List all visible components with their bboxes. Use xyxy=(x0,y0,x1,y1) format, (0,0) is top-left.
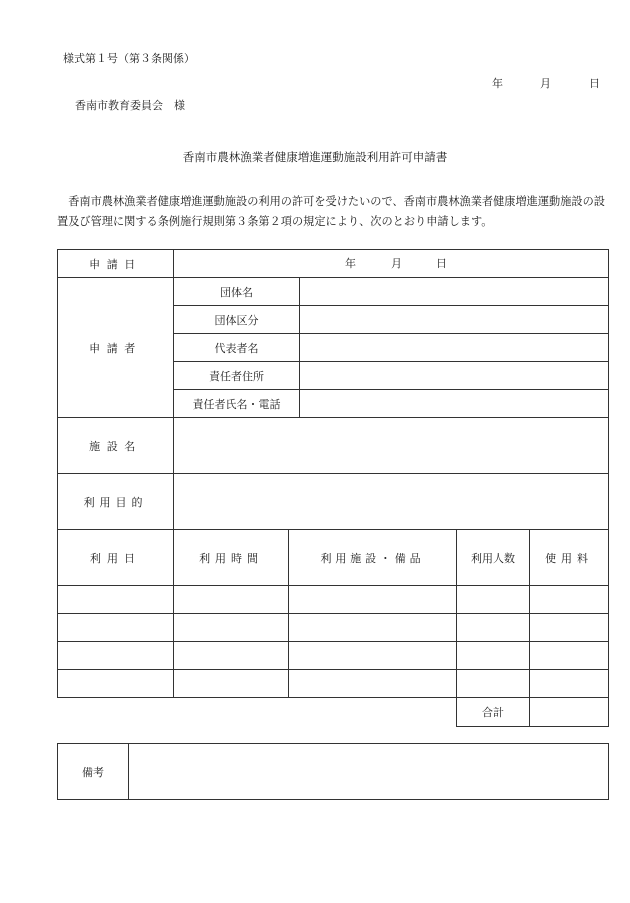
facility-name-field[interactable] xyxy=(174,418,608,473)
header-date-day: 日 xyxy=(589,77,600,90)
application-date-label: 申請日 xyxy=(89,257,142,271)
total-label: 合計 xyxy=(482,706,504,719)
usage-row[interactable] xyxy=(58,670,608,697)
usage-row[interactable] xyxy=(58,642,608,669)
addressee: 香南市教育委員会 様 xyxy=(75,99,185,112)
usage-header-date: 利用日 xyxy=(89,551,142,565)
applicant-label: 申請者 xyxy=(89,341,142,355)
application-date-day: 日 xyxy=(436,257,447,270)
header-date-year: 年 xyxy=(492,77,503,90)
total-fee-field[interactable] xyxy=(530,698,608,726)
facility-name-label: 施設名 xyxy=(89,439,142,453)
applicant-field-label: 団体区分 xyxy=(214,313,259,327)
usage-header-time: 利用時間 xyxy=(199,551,263,565)
application-date-month: 月 xyxy=(391,257,402,270)
usage-row[interactable] xyxy=(58,586,608,613)
applicant-field-label: 代表者名 xyxy=(214,341,259,355)
remarks-field[interactable] xyxy=(129,744,608,799)
usage-row[interactable] xyxy=(58,614,608,641)
purpose-field[interactable] xyxy=(174,474,608,529)
application-date-year: 年 xyxy=(345,257,356,270)
representative-name-field[interactable] xyxy=(300,334,608,361)
applicant-field-label: 責任者住所 xyxy=(209,369,264,383)
form-number: 様式第１号（第３条関係） xyxy=(63,52,195,65)
usage-header-headcount: 利用人数 xyxy=(471,551,515,565)
usage-header-facility-equipment: 利用施設・備品 xyxy=(320,551,425,565)
intro-paragraph: 香南市農林漁業者健康増進運動施設の利用の許可を受けたいので、香南市農林漁業者健康増進運動施設の設置及び管理に関する条例施行規則第３条第２項の規定により、次のとおり申請します。 xyxy=(57,195,605,228)
applicant-field-label: 責任者氏名・電話 xyxy=(192,397,281,411)
purpose-label: 利用目的 xyxy=(83,495,148,509)
manager-name-phone-field[interactable] xyxy=(300,390,608,417)
usage-header-fee: 使用料 xyxy=(545,551,593,565)
manager-address-field[interactable] xyxy=(300,362,608,389)
organization-name-field[interactable] xyxy=(300,278,608,305)
header-date-month: 月 xyxy=(540,77,551,90)
document-title: 香南市農林漁業者健康増進運動施設利用許可申請書 xyxy=(182,150,448,164)
remarks-label: 備考 xyxy=(82,765,104,779)
organization-category-field[interactable] xyxy=(300,306,608,333)
applicant-field-label: 団体名 xyxy=(220,285,253,299)
